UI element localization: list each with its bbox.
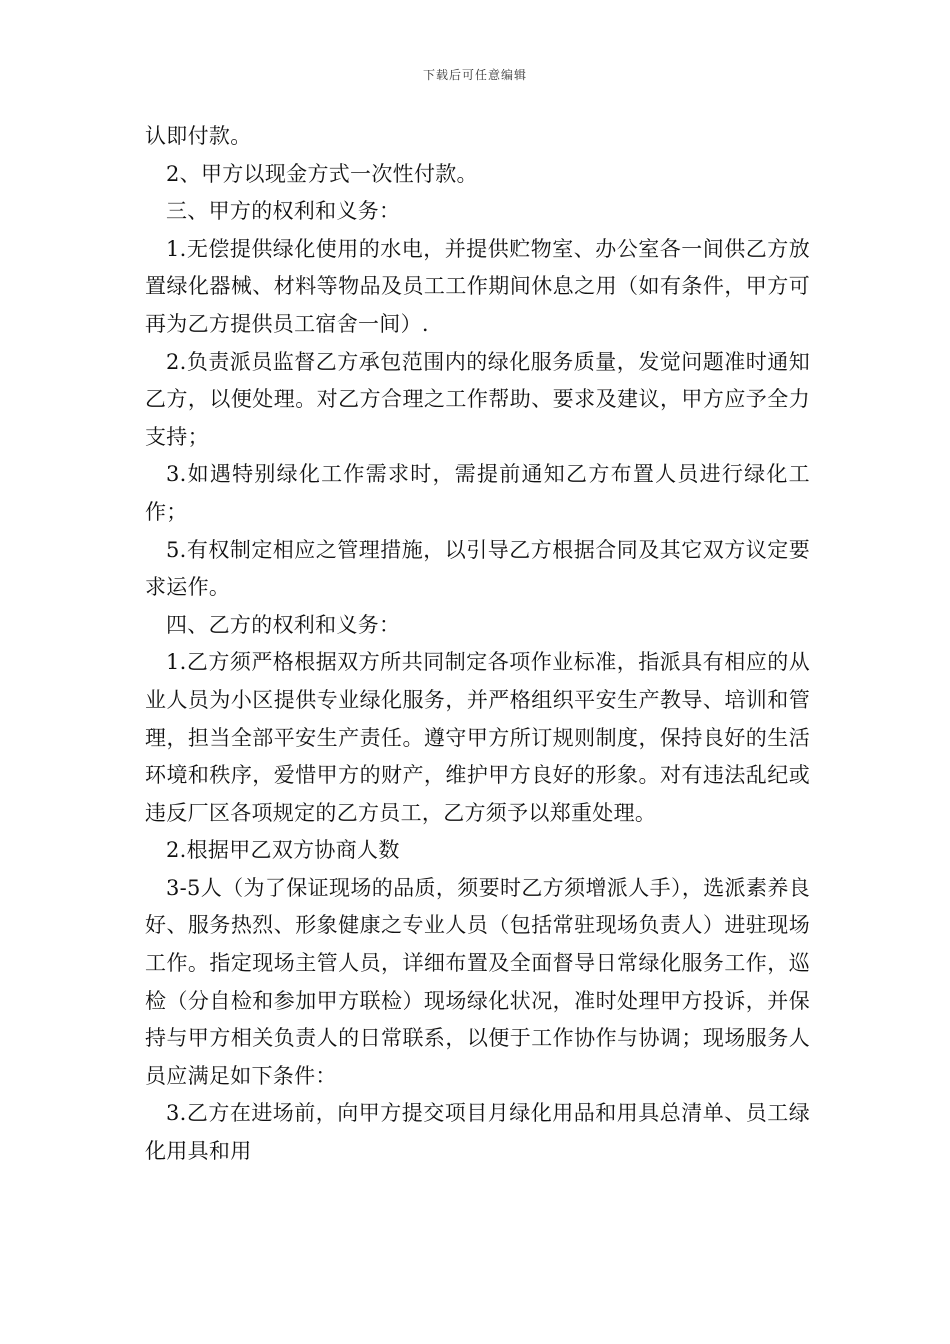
paragraph-party-a-item-2: 2.负责派员监督乙方承包范围内的绿化服务质量，发觉问题准时通知乙方，以便处理。对乙方合理之工作帮助、要求及建议，甲方应予全力支持；	[145, 349, 810, 449]
paragraph-party-a-item-5: 5.有权制定相应之管理措施，以引导乙方根据合同及其它双方议定要求运作。	[145, 537, 810, 600]
document-body	[145, 118, 810, 1171]
paragraph-party-b-item-1: 1.乙方须严格根据双方所共同制定各项作业标准，指派具有相应的从业人员为小区提供专业绿化服务，并严格组织平安生产教导、培训和管理，担当全部平安生产责任。遵守甲方所订规则制度，保持良好的生活环境和秩序，爱惜甲方的财产，维护甲方良好的形象。对有违法乱纪或违反厂区各项规定的乙方员工，乙方须予以郑重处理。	[145, 650, 810, 825]
section-heading-party-b: 四、乙方的权利和义务：	[166, 612, 401, 637]
page-header: 下载后可任意编辑	[422, 68, 527, 82]
section-heading-party-a: 三、甲方的权利和义务：	[166, 199, 401, 224]
paragraph-party-a-item-1: 1.无偿提供绿化使用的水电，并提供贮物室、办公室各一间供乙方放置绿化器械、材料等物品及员工工作期间休息之用（如有条件，甲方可再为乙方提供员工宿舍一间）.	[145, 236, 810, 336]
paragraph-party-b-staffing: 3-5人（为了保证现场的品质，须要时乙方须增派人手），选派素养良好、服务热烈、形象健康之专业人员（包括常驻现场负责人）进驻现场工作。指定现场主管人员，详细布置及全面督导日常绿化服务工作，巡检（分自检和参加甲方联检）现场绿化状况，准时处理甲方投诉，并保持与甲方相关负责人的日常联系，以便于工作协作与协调；现场服务人员应满足如下条件：	[145, 875, 810, 1088]
paragraph-party-b-item-3: 3.乙方在进场前，向甲方提交项目月绿化用品和用具总清单、员工绿化用具和用	[145, 1101, 810, 1164]
paragraph-cash-payment: 2、甲方以现金方式一次性付款。	[166, 161, 478, 186]
paragraph-party-b-item-2: 2.根据甲乙双方协商人数	[166, 838, 400, 863]
paragraph-payment-confirm: 认即付款。	[145, 124, 252, 148]
paragraph-party-a-item-3: 3.如遇特别绿化工作需求时，需提前通知乙方布置人员进行绿化工作；	[145, 462, 810, 524]
